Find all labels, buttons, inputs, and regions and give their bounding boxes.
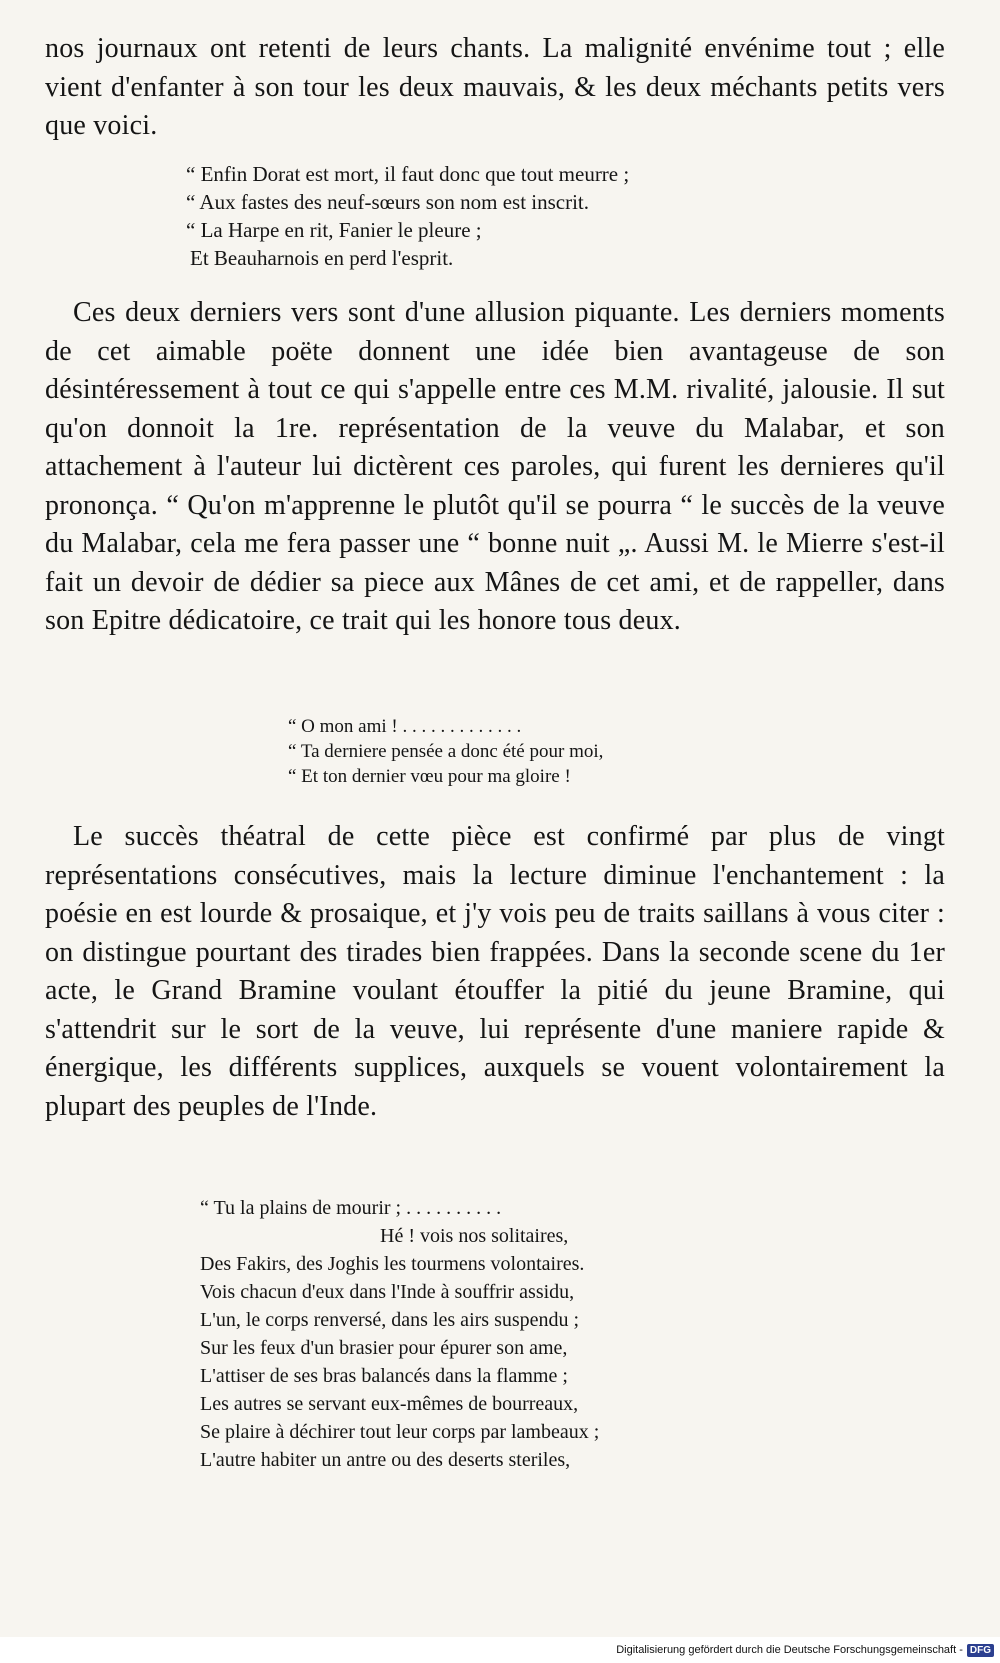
verse-line: L'un, le corps renversé, dans les airs suspendu ; [200, 1309, 580, 1331]
verse-line: “ La Harpe en rit, Fanier le pleure ; [186, 218, 482, 242]
dfg-logo-icon: DFG [967, 1644, 994, 1657]
paragraph-theatrical-success [45, 818, 945, 1126]
verse-line: L'attiser de ses bras balancés dans la flamme ; [200, 1365, 568, 1387]
verse-line: Se plaire à déchirer tout leur corps par lambeaux ; [200, 1421, 600, 1443]
verse-line: “ Enfin Dorat est mort, il faut donc que tout meurre ; [186, 162, 630, 186]
verse-line: Sur les feux d'un brasier pour épurer son ame, [200, 1337, 568, 1359]
verse-line: Les autres se servant eux-mêmes de bourreaux, [200, 1393, 579, 1415]
credit-text: Digitalisierung gefördert durch die Deutsche Forschungsgemeinschaft - [616, 1644, 963, 1656]
verse-line: Des Fakirs, des Joghis les tourmens volontaires. [200, 1253, 585, 1275]
verse-tirade [200, 1194, 599, 1474]
paragraph-dorat-death [45, 294, 945, 641]
verse-line: “ Aux fastes des neuf-sœurs son nom est inscrit. [186, 190, 590, 214]
paragraph-text: nos journaux ont retenti de leurs chants. La malignité envénime tout ; elle vient d'enfanter à son tour les deux mauvais, & les deux méchants petits vers que voici. [45, 33, 945, 141]
paragraph-text: Le succès théatral de cette pièce est confirmé par plus de vingt représentations consécutives, mais la lecture diminue l'enchantement : la poésie en est lourde & prosaique, et j'y vois peu de traits saillans à vous citer : on distingue pourtant des tirades bien frappées. Dans la seconde scene du 1er acte, le Grand Bramine voulant étouffer la pitié du jeune Bramine, qui s'attendrit sur le sort de la veuve, lui représente d'une maniere rapide & énergique, les différents supplices, auxquels se vouent volontairement la plupart des peuples de l'Inde. [45, 821, 945, 1122]
verse-line: “ Tu la plains de mourir ; . . . . . . . . . . [200, 1197, 502, 1219]
verse-line: L'autre habiter un antre ou des deserts steriles, [200, 1449, 571, 1471]
digitization-credit [0, 1637, 1000, 1663]
verse-epigram [186, 160, 629, 272]
verse-line: “ O mon ami ! . . . . . . . . . . . . . [288, 716, 522, 737]
paragraph-text: Ces deux derniers vers sont d'une allusion piquante. Les derniers moments de cet aimable poëte donnent une idée bien avantageuse de son désintéressement à tout ce qui s'appelle entre ces M.M. rivalité, jalousie. Il sut qu'on donnoit la 1re. représentation de la veuve du Malabar, et son attachement à l'auteur lui dictèrent ces paroles, qui furent les dernieres qu'il prononça. “ Qu'on m'apprenne le plutôt qu'il se pourra “ le succès de la veuve du Malabar, cela me fera passer une “ bonne nuit „. Aussi M. le Mierre s'est-il fait un devoir de dédier sa piece aux Mânes de cet ami, et de rappeller, dans son Epitre dédicatoire, ce trait qui les honore tous deux. [45, 297, 945, 636]
verse-line: Et Beauharnois en perd l'esprit. [190, 246, 454, 270]
verse-line: “ Et ton dernier vœu pour ma gloire ! [288, 766, 571, 787]
verse-line: Vois chacun d'eux dans l'Inde à souffrir assidu, [200, 1281, 575, 1303]
verse-line: “ Ta derniere pensée a donc été pour moi, [288, 741, 604, 762]
paragraph-opening [45, 30, 945, 146]
verse-dedication [288, 714, 603, 789]
verse-line: Hé ! vois nos solitaires, [380, 1225, 569, 1247]
